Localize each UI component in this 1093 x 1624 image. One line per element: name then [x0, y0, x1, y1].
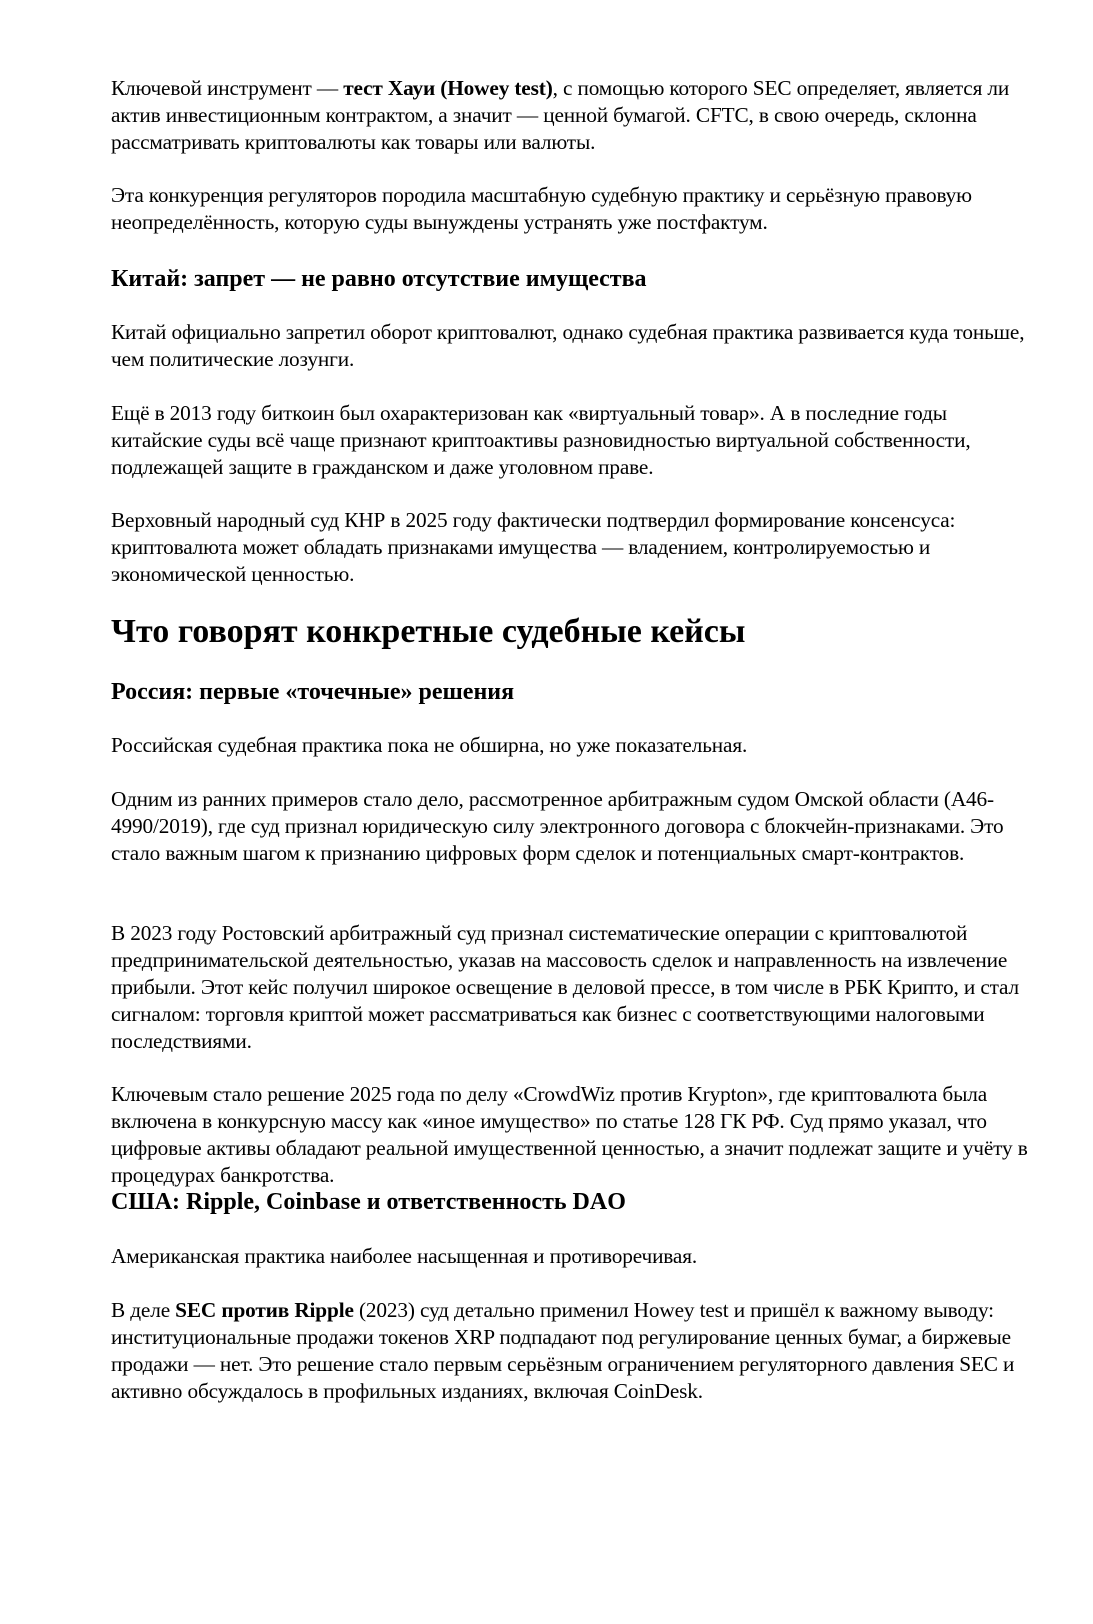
bold-term-howey-test: тест Хауи (Howey test) [343, 76, 553, 100]
paragraph-text: , с помощью которого SEC определяет, является ли актив инвестиционным контрактом, а значит — ценной бумагой. CFTC, в свою очередь, склонна рассматривать криптовалюты как товары или валюты. [111, 76, 1010, 154]
paragraph-china-supreme-court: Верховный народный суд КНР в 2025 году фактически подтвердил формирование консенсуса: криптовалюта может обладать признаками имущества — владением, контролируемостью и экономической ценностью. [111, 508, 956, 586]
heading-usa: США: Ripple, Coinbase и ответственность DAO [111, 1189, 626, 1215]
paragraph-russia-practice: Российская судебная практика пока не обширна, но уже показательная. [111, 733, 748, 757]
paragraph-howey-test [111, 75, 1031, 156]
heading-court-cases: Что говорят конкретные судебные кейсы [111, 613, 746, 650]
paragraph-text: В деле [111, 1298, 176, 1322]
heading-russia: Россия: первые «точечные» решения [111, 679, 515, 705]
paragraph-usa-practice: Американская практика наиболее насыщенная и противоречивая. [111, 1244, 698, 1268]
paragraph-crowdwiz-case: Ключевым стало решение 2025 года по делу «CrowdWiz против Krypton», где криптовалюта была включена в конкурсную массу как «иное имущество» по статье 128 ГК РФ. Суд прямо указал, что цифровые активы обладают реальной имущественной ценностью, а значит подлежат защите и учёту в процедурах банкротства. [111, 1082, 1028, 1187]
paragraph-china-virtual-property: Ещё в 2013 году биткоин был охарактеризован как «виртуальный товар». А в последние годы китайские суды всё чаще признают криптоактивы разновидностью виртуальной собственности, подлежащей защите в гражданском и даже уголовном праве. [111, 401, 971, 479]
paragraph-china-ban: Китай официально запретил оборот криптовалют, однако судебная практика развивается куда тоньше, чем политические лозунги. [111, 320, 1025, 371]
heading-china: Китай: запрет — не равно отсутствие имущества [111, 266, 647, 292]
bold-term-sec-ripple: SEC против Ripple [175, 1298, 354, 1322]
paragraph-rostov-case: В 2023 году Ростовский арбитражный суд признал систематические операции с криптовалютой предпринимательской деятельностью, указав на массовость сделок и направленность на извлечение прибыли. Этот кейс получил широкое освещение в деловой прессе, в том числе в РБК Крипто, и стал сигналом: торговля криптой может рассматриваться как бизнес с соответствующими налоговыми последствиями. [111, 921, 1020, 1053]
paragraph-sec-ripple [111, 1297, 1031, 1405]
paragraph-omsk-case: Одним из ранних примеров стало дело, рассмотренное арбитражным судом Омской области (А46-4990/2019), где суд признал юридическую силу электронного договора с блокчейн-признаками. Это стало важным шагом к признанию цифровых форм сделок и потенциальных смарт-контрактов. [111, 787, 1004, 865]
paragraph-regulator-competition: Эта конкуренция регуляторов породила масштабную судебную практику и серьёзную правовую неопределённость, которую суды вынуждены устранять уже постфактум. [111, 183, 972, 234]
paragraph-text: Ключевой инструмент — [111, 76, 344, 100]
paragraph-text: (2023) суд детально применил Howey test и пришёл к важному выводу: институциональные продажи токенов XRP подпадают под регулирование ценных бумаг, а биржевые продажи — нет. Это решение стало первым серьёзным ограничением регуляторного давления SEC и активно обсуждалось в профильных изданиях, включая CoinDesk. [111, 1298, 1015, 1403]
